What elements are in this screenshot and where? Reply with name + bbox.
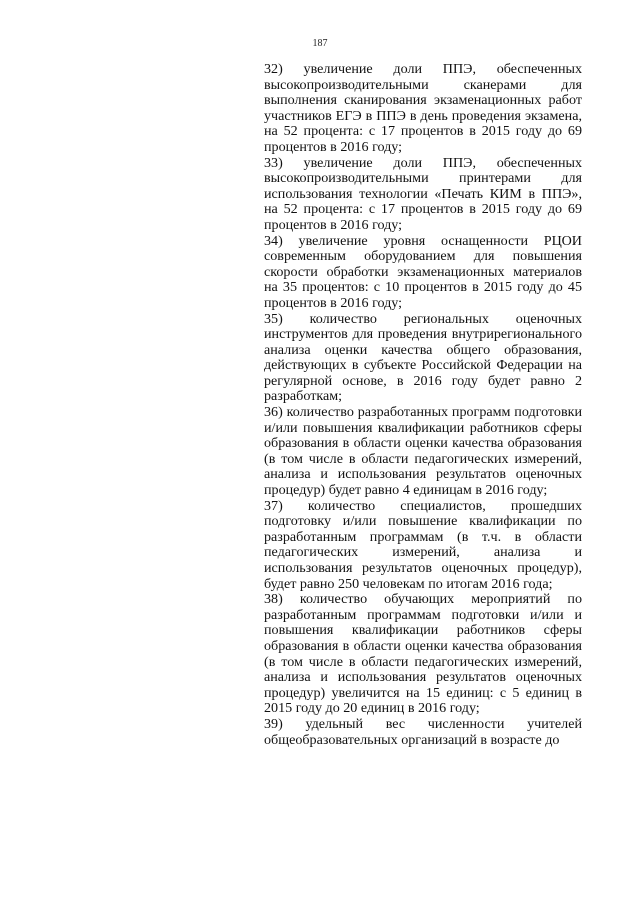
paragraph-37: 37) количество специалистов, прошедших подготовку и/или повышение квалификации по разработанным программам (в т.ч. в области педагогических измерений, анализа и использования результатов оценочных процедур), будет равно 250 человекам по итогам 2016 года; xyxy=(264,497,582,592)
paragraph-38: 38) количество обучающих мероприятий по разработанным программам подготовки и/или и повышения квалификации работников сферы образования в области оценки качества образования (в том числе в области педагогических измерений, анализа и использования результатов оценочных процедур) увеличится на 15 единиц: с 5 единиц в 2015 году до 20 единиц в 2016 году; xyxy=(264,591,582,717)
text-body xyxy=(264,62,582,748)
paragraph-36: 36) количество разработанных программ подготовки и/или повышения квалификации работников сферы образования в области оценки качества образования (в том числе в области педагогических измерений, анализа и использования результатов оценочных процедур) будет равно 4 единицам в 2016 году; xyxy=(264,404,582,499)
paragraph-32: 32) увеличение доли ППЭ, обеспеченных высокопроизводительными сканерами для выполнения сканирования экзаменационных работ участников ЕГЭ в ППЭ в день проведения экзамена, на 52 процента: с 17 процентов в 2015 году до 69 процентов в 2016 году; xyxy=(264,61,582,155)
paragraph-39: 39) удельный вес численности учителей общеобразовательных организаций в возрасте до xyxy=(264,715,582,748)
paragraph-35: 35) количество региональных оценочных инструментов для проведения внутрирегионального анализа оценки качества общего образования, действующих в субъекте Российской Федерации на регулярной основе, в 2016 году будет равно 2 разработкам; xyxy=(264,310,582,405)
paragraph-33: 33) увеличение доли ППЭ, обеспеченных высокопроизводительными принтерами для использования технологии «Печать КИМ в ППЭ», на 52 процента: с 17 процентов в 2015 году до 69 процентов в 2016 году; xyxy=(264,154,582,233)
page-number: 187 xyxy=(312,38,328,49)
paragraph-34: 34) увеличение уровня оснащенности РЦОИ современным оборудованием для повышения скорости обработки экзаменационных материалов на 35 процентов: с 10 процентов в 2015 году до 45 процентов в 2016 году; xyxy=(264,232,582,311)
